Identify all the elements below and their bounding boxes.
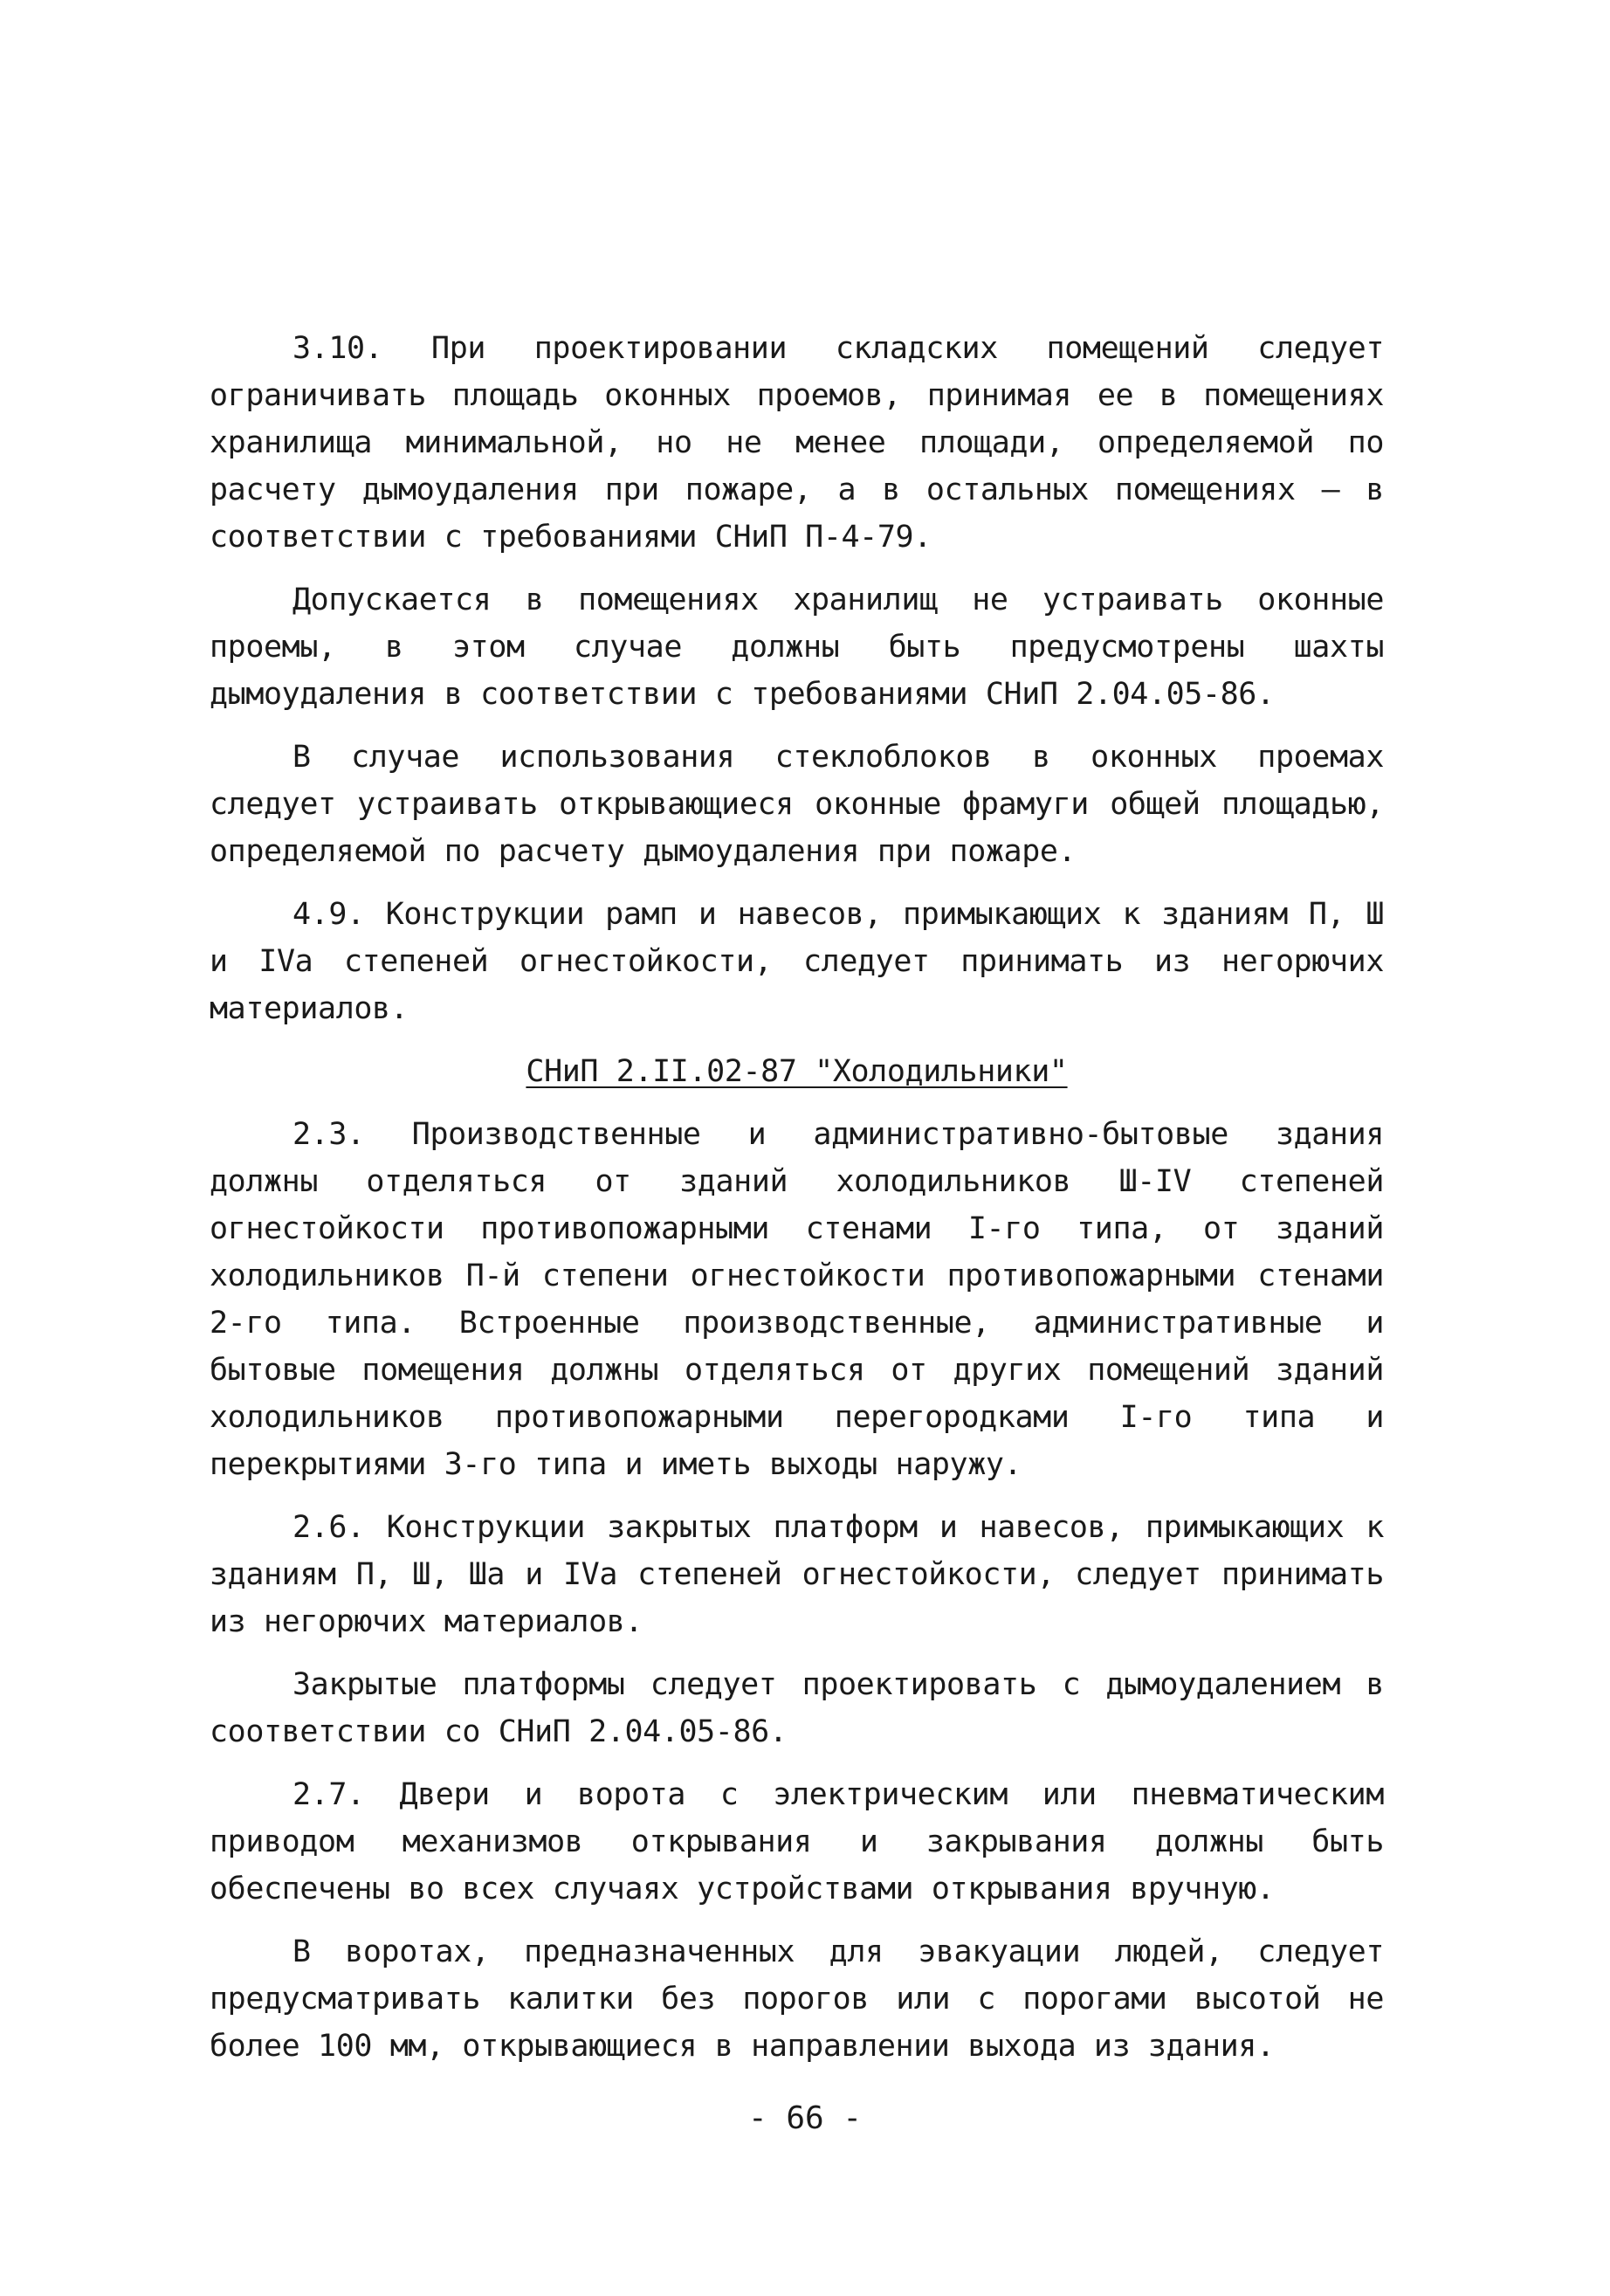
paragraph-2-3: 2.3. Производственные и административно-бытовые здания должны отделяться от зданий холодильников Ш-IV степеней огнестойкости противопожарными стенами I-го типа, от зданий холодильников П-й степени огнестойкости противопожарными стенами 2-го типа. Встроенные производственные, административные и бытовые помещения должны отделяться от других помещений зданий холодильников противопожарными перегородками I-го типа и перекрытиями 3-го типа и иметь выходы наружу. [210, 1117, 1384, 1482]
page-number: - 66 - [747, 2100, 863, 2136]
paragraph-closed-platforms: Закрытые платформы следует проектировать с дымоудалением в соответствии со СНиП 2.04.05-86. [210, 1667, 1384, 1749]
document-body [210, 325, 1384, 2086]
section-heading-text: СНиП 2.II.02-87 "Холодильники" [526, 1054, 1068, 1089]
section-heading [210, 1048, 1384, 1095]
paragraph-storage-windows: Допускается в помещениях хранилищ не устраивать оконные проемы, в этом случае должны быть предусмотрены шахты дымоудаления в соответствии с требованиями СНиП 2.04.05-86. [210, 583, 1384, 712]
paragraph-2-6: 2.6. Конструкции закрытых платформ и навесов, примыкающих к зданиям П, Ш, Шa и IVа степеней огнестойкости, следует принимать из негорючих материалов. [210, 1510, 1384, 1639]
paragraph-4-9: 4.9. Конструкции рамп и навесов, примыкающих к зданиям П, Ш и IVа степеней огнестойкости, следует принимать из негорючих материалов. [210, 897, 1384, 1026]
paragraph-evacuation-gates: В воротах, предназначенных для эвакуации людей, следует предусматривать калитки без порогов или с порогами высотой не более 100 мм, открывающиеся в направлении выхода из здания. [210, 1934, 1384, 2064]
paragraph-glass-blocks: В случае использования стеклоблоков в оконных проемах следует устраивать открывающиеся оконные фрамуги общей площадью, определяемой по расчету дымоудаления при пожаре. [210, 740, 1384, 869]
paragraph-3-10: 3.10. При проектировании складских помещений следует ограничивать площадь оконных проемов, принимая ее в помещениях хранилища минимальной, но не менее площади, определяемой по расчету дымоудаления при пожаре, а в остальных помещениях – в соответствии с требованиями СНиП П-4-79. [210, 331, 1384, 555]
paragraph-2-7: 2.7. Двери и ворота с электрическим или пневматическим приводом механизмов открывания и закрывания должны быть обеспечены во всех случаях устройствами открывания вручную. [210, 1777, 1384, 1906]
